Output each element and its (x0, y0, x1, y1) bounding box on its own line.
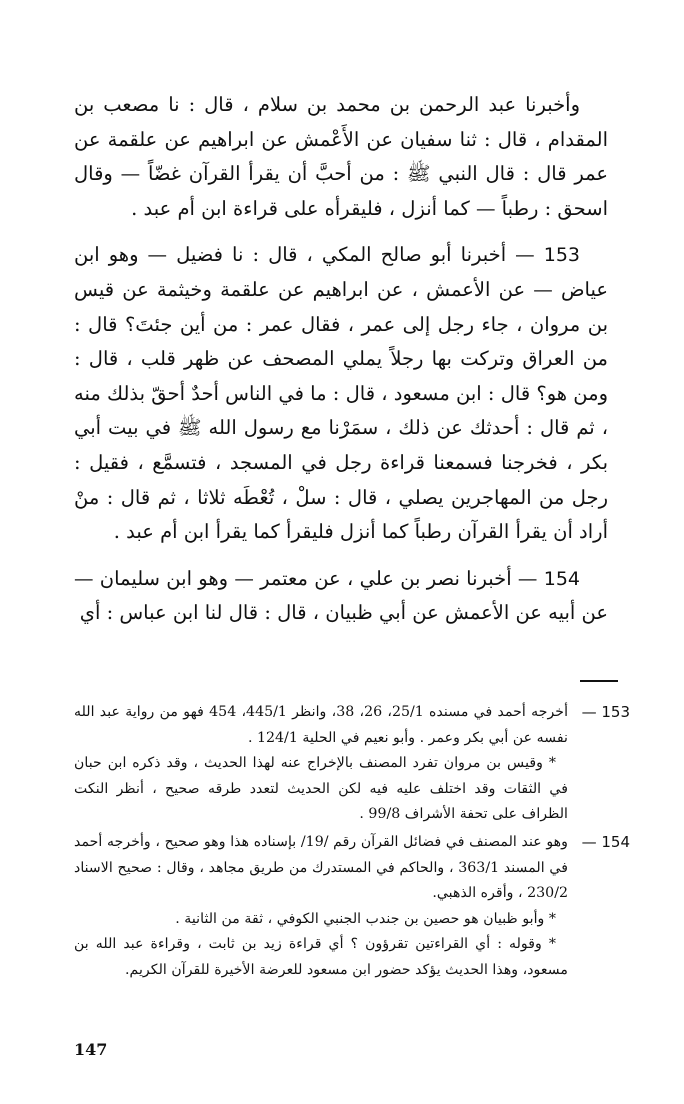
paragraph-text: وأخبرنا عبد الرحمن بن محمد بن سلام ، قال : نا مصعب بن المقدام ، قال : ثنا سفيان عن الأَعْمش عن ابراهيم عن علقمة عن عمر قال : قال النبي ﷺ : من أحبَّ أن يقرأ القرآن غضّاً — وقال اسحق : رطباً — كما أنزل ، فليقرأه على قراءة ابن أم عبد . (74, 93, 608, 220)
footnote-ref: 154 — (581, 832, 630, 851)
hadith-number: 154 (543, 567, 580, 590)
footnote-note: * وأبو ظبيان هو حصين بن جندب الجنبي الكوفي ، ثقة من الثانية . (175, 910, 556, 927)
footnotes (74, 700, 630, 986)
footnote-note: * وقوله : أي القراءتين تقرؤون ؟ أي قراءة زيد بن ثابت ، وقراءة عبد الله بن مسعود، وهذا الحديث يؤكد حضور ابن مسعود للعرضة الأخيرة للقرآن الكريم. (74, 936, 568, 978)
footnote-text: وهو عند المصنف في فضائل القرآن رقم /19/ بإسناده هذا وهو صحيح ، وأخرجه أحمد في المسند 363/1 ، والحاكم في المستدرك من طريق مجاهد ، وقال : صحيح الاسناد 230/2 ، وأقره الذهبي. (74, 833, 569, 902)
hadith-154 (74, 562, 608, 631)
hadith-text: — أخبرنا نصر بن علي ، عن معتمر — وهو ابن سليمان — عن أبيه عن الأعمش عن أبي ظبيان ، قال : قال لنا ابن عباس : أي (74, 566, 608, 625)
footnote-154 (74, 830, 630, 984)
footnote-note: * وقيس بن مروان تفرد المصنف بالإخراج عنه لهذا الحديث ، وقد ذكره ابن حبان في الثقات وقد اختلف عليه فيه لكن الحديث لتعدد طرقه صحيح ، أنظر النكت الظراف على تحفة الأشراف 99/8 . (74, 755, 568, 823)
hadith-text: — أخبرنا أبو صالح المكي ، قال : نا فضيل — وهو ابن عياض — عن الأعمش ، عن ابراهيم عن علقمة وخيثمة عن قيس بن مروان ، جاء رجل إلى عمر ، فقال عمر : من أين جئتَ؟ قال : من العراق وتركت بها رجلاً يملي المصحف عن ظهر قلب ، قال : ومن هو؟ قال : ابن مسعود ، قال : ما في الناس أحدٌ أحقّ بذلك منه ، ثم قال : أحدثك عن ذلك ، سمَرْنا مع رسول الله ﷺ في بيت أبي بكر ، فخرجنا فسمعنا قراءة رجل في المسجد ، فتسمَّع ، فقيل : رجل من المهاجرين يصلي ، قال : سلْ ، تُعْطَه ثلاثا ، ثم قال : منْ أراد أن يقرأ القرآن رطباً كما أنزل فليقرأ كما يقرأ ابن أم عبد . (74, 243, 608, 544)
hadith-153 (74, 238, 608, 549)
hadith-number: 153 (543, 244, 581, 267)
footnote-text: أخرجه أحمد في مسنده 25/1، 26، 38، وانظر 445/1، 454 فهو من رواية عبد الله نفسه عن أبي بكر وعمر . وأبو نعيم في الحلية 124/1 . (74, 704, 569, 746)
paragraph-isnad (74, 88, 608, 226)
footnote-153 (74, 700, 630, 828)
main-text (74, 88, 608, 643)
footnote-ref: 153 — (581, 703, 630, 721)
footnote-divider (580, 680, 618, 682)
page-number: 147 (74, 1040, 108, 1059)
